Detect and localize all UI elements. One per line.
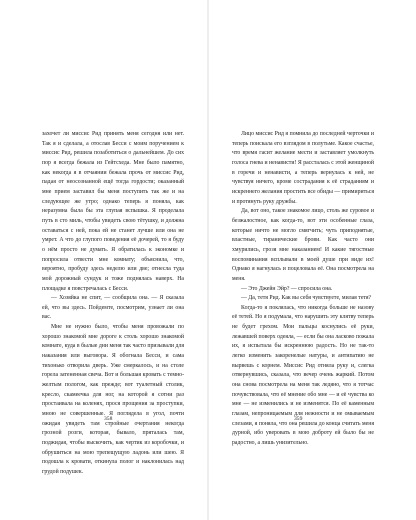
paragraph: Мне не нужно было, чтобы меня провожали по хорошо знакомой мне дороге к столь хорошо знакомой комнате, куда в былые дни меня так часто призывали для наказания или выговора. Я обогнала Бесси, и сама тихонько отворила дверь. Уже смеркалось, и на столе горела затененная свеча. Вот и большая кровать с темно-желтым пологом, как прежде; вот туалетный столик, кресло, скамеечка для ног, на которой я сотни раз простаивала на коленях, прося прощения за проступки, мною не совершенные. Я поглядела в угол, почти ожидая увидеть там стройные очертания некогда грозной розги, которая, бывало, пряталась там, поджидая, чтобы выскочить, как чертик из коробочки, и обрушиться на мою трепещущую ладонь или шею. Я подошла к кровати, откинула полог и наклонилась над грудой подушек. [42, 324, 184, 475]
paragraph: Лицо миссис Рид я помнила до последней черточки и теперь поискала его взглядом в полутьме. Какое счастье, что время гасит желание мести и заставляет умолкнуть голоса гнева и ненависти! Я рассталась с этой женщиной в горечи и ненависти, а теперь вернулась к ней, не чувствуя ничего, кроме сострадания к её страданиям и искреннего желания простить все обиды — примириться и протянуть руку дружбы. [232, 131, 374, 205]
paragraph: Да, вот оно, такое знакомое лицо, столь же суровое и безжалостное, как когда-то, вот эти особенные глаза, которые ничто не могло смягчить; чуть приподнятые, властные, тиранические брови. Как часто они хмурились, грозя мне наказанием! И какие тягостные воспоминания всплывали в моей душе при виде их! Однако я нагнулась и поцеловала её. Она посмотрела на меня. [232, 208, 374, 282]
page-number: 358 [104, 416, 113, 422]
left-page-text [42, 130, 184, 478]
right-page-text [232, 130, 374, 449]
paragraph: Когда-то я поклялась, что никогда больше не назову её тетей. Но я подумала, что нарушить эту клятву теперь не будет грехом. Мои пальцы коснулись её руки, лежавшей поверх одеяла, — если бы она ласково пожала их, я испытала бы искреннюю радость. Но не так-то легко изменить закоренелые натуры, и антипатию не вырвешь с корнем. Миссис Рид отняла руку и, слегка отвернувшись, сказала, что вечер очень жаркий. Потом она снова посмотрела на меня так ледяно, что я тотчас почувствовала, что её мнение обо мне — и её чувства ко мне — не изменились и не изменятся. По её каменным глазам, непроницаемым для нежности и не омываемым слезами, я поняла, что она решила до конца считать меня дурной, ибо уверовать в мою доброту ей было бы не радостно, а лишь унизительно. [232, 304, 374, 446]
paragraph: — Да, тетя Рид. Как вы себя чувствуете, милая тетя? [241, 295, 372, 302]
paragraph: захочет ли миссис Рид принять меня сегодня или нет. Так я и сделала, а отослав Бесси с моим поручением к миссис Рид, решила позаботиться о дальнейшем. До сих пор я всегда бежала из Гейтсхеда. Мне было памятно, как некогда я в отчаянии бежала прочь от миссис Рид, падая от неосознанной ещё тогда гордости; оказанный мне прием заставил бы меня поступить так же и на следующее же утро; однако теперь я поняла, как неразумна была бы эта глупая вспышка. Я проделала путь в сто миль, чтобы увидеть свою тётушку, и должна оставаться с ней, пока ей не станет лучше или она не умрет. А что до глупого поведения её дочерей, то я буду о нём просто не думать. Я обратилась к экономке и попросила отвести мне комнату; объяснила, что, вероятно, пробуду здесь неделю или две; отнесла туда мой дорожный сундук и тоже поднялась наверх. На площадке я повстречалась с Бесси. [42, 131, 184, 292]
paragraph: — Хозяйка не спит, — сообщила она. — Я сказала ей, что вы здесь. Пойдемте, посмотрим, узнает ли она вас. [42, 295, 184, 321]
right-page [208, 0, 416, 520]
page-number: 359 [294, 416, 303, 422]
paragraph: — Это Джейн Эйр? — спросила она. [241, 285, 333, 292]
